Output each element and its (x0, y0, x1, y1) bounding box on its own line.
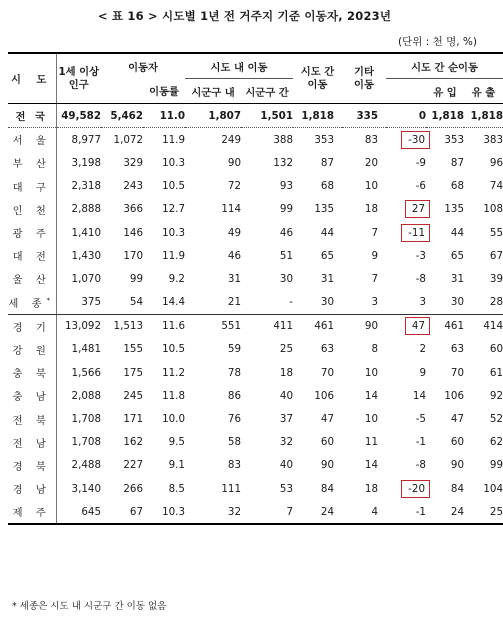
movers-cell: 5,462 (101, 104, 143, 128)
out-cell: 383 (483, 133, 503, 146)
out-cell: 25 (464, 500, 503, 524)
movers-cell: 54 (101, 291, 143, 315)
pop-cell: 2,088 (71, 389, 101, 402)
sigungu-in-cell: 21 (185, 291, 241, 315)
region-cell (8, 244, 56, 267)
sido-between-cell: 70 (320, 366, 334, 379)
in-cell: 461 (444, 320, 464, 333)
movers-cell: 175 (123, 366, 143, 379)
movers-cell: 1,072 (113, 133, 143, 146)
sigungu-in-cell: 72 (227, 180, 241, 193)
region-label: 경 북 (12, 460, 51, 473)
region-label: 전 국 (15, 111, 48, 124)
sigungu-between-cell: 99 (279, 203, 293, 216)
rate-cell: 11.9 (162, 249, 185, 262)
movers-cell: 366 (123, 203, 143, 216)
rate-cell: 10.5 (162, 180, 185, 193)
region-label: 세 종 (8, 297, 47, 310)
header-region: 시 도 (8, 53, 56, 104)
other-cell: 14 (364, 459, 378, 472)
pop-cell: 2,888 (71, 203, 101, 216)
pop-cell: 8,977 (71, 133, 101, 146)
header-between-sido: 시도 간 이동 (293, 53, 342, 104)
net-cell: 9 (419, 366, 426, 379)
movers-cell: 227 (123, 459, 143, 472)
other-cell: 18 (364, 482, 378, 495)
net-cell: -3 (415, 249, 426, 262)
movers-cell: 146 (123, 226, 143, 239)
table-row (8, 384, 503, 407)
pop-cell: 1,430 (71, 249, 101, 262)
sido-between-cell: 106 (314, 389, 334, 402)
rate-cell: 10.3 (162, 156, 185, 169)
sigungu-between-cell: 25 (279, 343, 293, 356)
net-highlight-box: 27 (405, 200, 430, 218)
out-cell: 61 (489, 366, 503, 379)
net-highlight-box: -20 (401, 480, 430, 498)
sido-between-cell: 353 (314, 133, 334, 146)
rate-cell: 11.2 (162, 366, 185, 379)
header-out: 유 출 (464, 79, 503, 104)
in-cell: 47 (450, 413, 464, 426)
sido-between-cell: 87 (320, 156, 334, 169)
sigungu-in-cell: 78 (227, 366, 241, 379)
other-cell: 3 (342, 291, 386, 315)
other-cell: 10 (364, 413, 378, 426)
region-cell (8, 267, 56, 290)
sigungu-in-cell: 76 (227, 413, 241, 426)
other-cell: 83 (364, 133, 378, 146)
sido-between-cell: 90 (320, 459, 334, 472)
net-cell: -1 (386, 500, 426, 524)
sigungu-between-cell: 18 (279, 366, 293, 379)
in-cell: 70 (450, 366, 464, 379)
rate-cell: 10.3 (143, 500, 185, 524)
net-cell: -9 (415, 156, 426, 169)
other-cell: 10 (364, 366, 378, 379)
sido-between-cell: 135 (314, 203, 334, 216)
out-cell: 52 (489, 413, 503, 426)
rate-cell: 11.0 (143, 104, 185, 128)
movers-cell: 67 (101, 500, 143, 524)
in-cell: 135 (444, 203, 464, 216)
table-row (8, 198, 503, 221)
table-row (8, 431, 503, 454)
sido-between-cell: 60 (320, 436, 334, 449)
net-cell: 14 (412, 389, 426, 402)
pop-cell: 1,070 (71, 272, 101, 285)
region-label: 광 주 (12, 228, 51, 241)
table-row (8, 128, 503, 152)
other-cell: 7 (371, 272, 378, 285)
rate-cell: 11.6 (162, 320, 185, 333)
pop-cell: 1,566 (71, 366, 101, 379)
sigungu-in-cell: 46 (227, 249, 241, 262)
pop-cell: 3,140 (71, 482, 101, 495)
pop-cell: 375 (56, 291, 101, 315)
sigungu-in-cell: 32 (185, 500, 241, 524)
sigungu-between-cell: 7 (241, 500, 293, 524)
sido-between-cell: 30 (293, 291, 342, 315)
sigungu-between-cell: 53 (279, 482, 293, 495)
sido-between-cell: 24 (293, 500, 342, 524)
movers-cell: 266 (123, 482, 143, 495)
rate-cell: 9.1 (168, 459, 185, 472)
net-cell: -8 (415, 459, 426, 472)
rate-cell: 9.2 (168, 272, 185, 285)
sigungu-in-cell: 114 (221, 203, 241, 216)
region-label: 전 북 (12, 414, 51, 427)
pop-cell: 2,318 (71, 180, 101, 193)
region-cell (8, 175, 56, 198)
region-cell (8, 361, 56, 384)
movers-cell: 155 (123, 343, 143, 356)
header-pop: 1세 이상 인구 (56, 53, 101, 104)
movers-cell: 162 (123, 436, 143, 449)
pop-cell: 1,481 (71, 343, 101, 356)
region-cell (8, 151, 56, 174)
rate-cell: 14.4 (143, 291, 185, 315)
net-cell: 3 (386, 291, 426, 315)
sido-between-cell: 461 (314, 320, 334, 333)
sigungu-in-cell: 86 (227, 389, 241, 402)
header-within-sido: 시도 내 이동 (185, 53, 293, 79)
sigungu-between-cell: 51 (279, 249, 293, 262)
sigungu-between-cell: 132 (273, 156, 293, 169)
header-in: 유 입 (426, 79, 464, 104)
movers-cell: 245 (123, 389, 143, 402)
in-cell: 24 (426, 500, 464, 524)
rate-cell: 8.5 (168, 482, 185, 495)
sigungu-in-cell: 90 (227, 156, 241, 169)
pop-cell: 2,488 (71, 459, 101, 472)
region-cell (8, 407, 56, 430)
movers-cell: 243 (123, 180, 143, 193)
footnote-marker: * (46, 296, 56, 305)
out-cell: 99 (489, 459, 503, 472)
out-cell: 28 (464, 291, 503, 315)
unit-label: (단위 : 천 명, %) (398, 36, 477, 48)
net-cell (386, 477, 426, 500)
sigungu-between-cell: 93 (279, 180, 293, 193)
table-row (8, 221, 503, 244)
net-cell: -6 (415, 180, 426, 193)
region-label: 충 북 (12, 368, 51, 381)
table-title: < 표 16 > 시도별 1년 전 거주지 기준 이동자, 2023년 (97, 9, 392, 23)
table-row (8, 361, 503, 384)
region-cell (8, 291, 56, 315)
sigungu-in-cell: 249 (221, 133, 241, 146)
sigungu-between-cell: - (241, 291, 293, 315)
sigungu-in-cell: 551 (221, 320, 241, 333)
out-cell: 60 (489, 343, 503, 356)
header-movers: 이동자 (128, 61, 158, 74)
out-cell: 108 (483, 203, 503, 216)
net-cell (386, 314, 426, 338)
in-cell: 63 (450, 343, 464, 356)
sigungu-between-cell: 40 (279, 459, 293, 472)
header-net: 시도 간 순이동 (386, 53, 503, 79)
region-label: 제 주 (12, 507, 51, 520)
region-label: 대 구 (12, 181, 51, 194)
net-cell: 2 (419, 343, 426, 356)
sigungu-in-cell: 83 (227, 459, 241, 472)
sigungu-in-cell: 31 (227, 272, 241, 285)
other-cell: 8 (371, 343, 378, 356)
net-highlight-box: -11 (401, 224, 430, 242)
sigungu-between-cell: 388 (273, 133, 293, 146)
region-label: 인 천 (12, 204, 51, 217)
net-cell: -8 (415, 272, 426, 285)
rate-cell: 11.8 (162, 389, 185, 402)
other-cell: 335 (342, 104, 386, 128)
in-cell: 84 (450, 482, 464, 495)
out-cell: 92 (489, 389, 503, 402)
net-cell (386, 128, 426, 152)
region-label: 전 남 (12, 437, 51, 450)
out-cell: 55 (489, 226, 503, 239)
net-cell: -5 (415, 413, 426, 426)
region-label: 경 기 (12, 321, 51, 334)
table-row-national (8, 104, 503, 128)
region-cell (8, 384, 56, 407)
net-cell (386, 221, 426, 244)
in-cell: 106 (444, 389, 464, 402)
table-row (8, 500, 503, 524)
net-cell: 0 (386, 104, 426, 128)
region-label: 부 산 (12, 158, 51, 171)
rate-cell: 9.5 (168, 436, 185, 449)
other-cell: 20 (364, 156, 378, 169)
header-rate: 이동률 (143, 79, 185, 104)
in-cell: 31 (450, 272, 464, 285)
region-cell (8, 454, 56, 477)
region-cell (8, 314, 56, 338)
sido-between-cell: 47 (320, 413, 334, 426)
region-label: 대 전 (12, 251, 51, 264)
region-cell (8, 477, 56, 500)
table-body (8, 104, 503, 525)
sigungu-between-cell: 40 (279, 389, 293, 402)
table-row (8, 477, 503, 500)
sigungu-in-cell: 111 (221, 482, 241, 495)
other-cell: 90 (364, 320, 378, 333)
out-cell: 104 (483, 482, 503, 495)
sigungu-between-cell: 37 (279, 413, 293, 426)
out-cell: 414 (483, 320, 503, 333)
region-cell (8, 221, 56, 244)
region-label: 경 남 (12, 484, 51, 497)
in-cell: 87 (450, 156, 464, 169)
other-cell: 18 (364, 203, 378, 216)
in-cell: 353 (444, 133, 464, 146)
movers-cell: 171 (123, 413, 143, 426)
table-row (8, 267, 503, 290)
sigungu-in-cell: 59 (227, 343, 241, 356)
pop-cell: 1,708 (71, 436, 101, 449)
sigungu-in-cell: 1,807 (185, 104, 241, 128)
sido-between-cell: 1,818 (293, 104, 342, 128)
rate-cell: 10.5 (162, 343, 185, 356)
table-row (8, 407, 503, 430)
rate-cell: 10.3 (162, 226, 185, 239)
header-between-sigungu: 시군구 간 (241, 79, 293, 104)
rate-cell: 12.7 (162, 203, 185, 216)
rate-cell: 11.9 (162, 133, 185, 146)
out-cell: 39 (489, 272, 503, 285)
sido-between-cell: 84 (320, 482, 334, 495)
in-cell: 60 (450, 436, 464, 449)
out-cell: 1,818 (464, 104, 503, 128)
sigungu-in-cell: 58 (227, 436, 241, 449)
sido-between-cell: 65 (320, 249, 334, 262)
net-highlight-box: 47 (405, 317, 430, 335)
sigungu-between-cell: 32 (279, 436, 293, 449)
sido-between-cell: 63 (320, 343, 334, 356)
pop-cell: 49,582 (56, 104, 101, 128)
table-row (8, 291, 503, 315)
table-row (8, 244, 503, 267)
in-cell: 44 (450, 226, 464, 239)
sigungu-between-cell: 46 (279, 226, 293, 239)
sido-between-cell: 68 (320, 180, 334, 193)
pop-cell: 645 (56, 500, 101, 524)
other-cell: 11 (364, 436, 378, 449)
sigungu-between-cell: 411 (273, 320, 293, 333)
movers-cell: 170 (123, 249, 143, 262)
pop-cell: 3,198 (71, 156, 101, 169)
out-cell: 74 (489, 180, 503, 193)
out-cell: 67 (489, 249, 503, 262)
pop-cell: 1,708 (71, 413, 101, 426)
header-within-sigungu: 시군구 내 (185, 79, 241, 104)
movers-cell: 329 (123, 156, 143, 169)
other-cell: 14 (364, 389, 378, 402)
rate-cell: 10.0 (162, 413, 185, 426)
region-cell (8, 431, 56, 454)
table-row (8, 454, 503, 477)
region-cell (8, 128, 56, 152)
region-label: 충 남 (12, 391, 51, 404)
region-label: 서 울 (12, 135, 51, 148)
region-cell (8, 338, 56, 361)
in-cell: 68 (450, 180, 464, 193)
in-cell: 90 (450, 459, 464, 472)
region-label: 강 원 (12, 344, 51, 357)
sigungu-between-cell: 1,501 (241, 104, 293, 128)
region-label: 울 산 (12, 274, 51, 287)
out-cell: 62 (489, 436, 503, 449)
table-row (8, 175, 503, 198)
other-cell: 7 (371, 226, 378, 239)
net-highlight-box: -30 (401, 131, 430, 149)
movers-cell: 1,513 (113, 320, 143, 333)
sigungu-between-cell: 30 (279, 272, 293, 285)
header-other: 기타 이동 (342, 53, 386, 104)
in-cell: 65 (450, 249, 464, 262)
pop-cell: 1,410 (71, 226, 101, 239)
other-cell: 4 (342, 500, 386, 524)
region-cell (8, 198, 56, 221)
sido-between-cell: 44 (320, 226, 334, 239)
sido-between-cell: 31 (320, 272, 334, 285)
other-cell: 9 (371, 249, 378, 262)
pop-cell: 13,092 (64, 320, 101, 333)
movers-cell: 99 (129, 272, 143, 285)
table-row (8, 338, 503, 361)
other-cell: 10 (364, 180, 378, 193)
region-cell (8, 104, 56, 128)
out-cell: 96 (489, 156, 503, 169)
migration-table (8, 52, 503, 525)
in-cell: 1,818 (426, 104, 464, 128)
sigungu-in-cell: 49 (227, 226, 241, 239)
net-cell (386, 198, 426, 221)
region-cell (8, 500, 56, 524)
footnote: * 세종은 시도 내 시군구 간 이동 없음 (12, 601, 167, 612)
table-row (8, 314, 503, 338)
net-cell: -1 (415, 436, 426, 449)
table-row (8, 151, 503, 174)
in-cell: 30 (426, 291, 464, 315)
